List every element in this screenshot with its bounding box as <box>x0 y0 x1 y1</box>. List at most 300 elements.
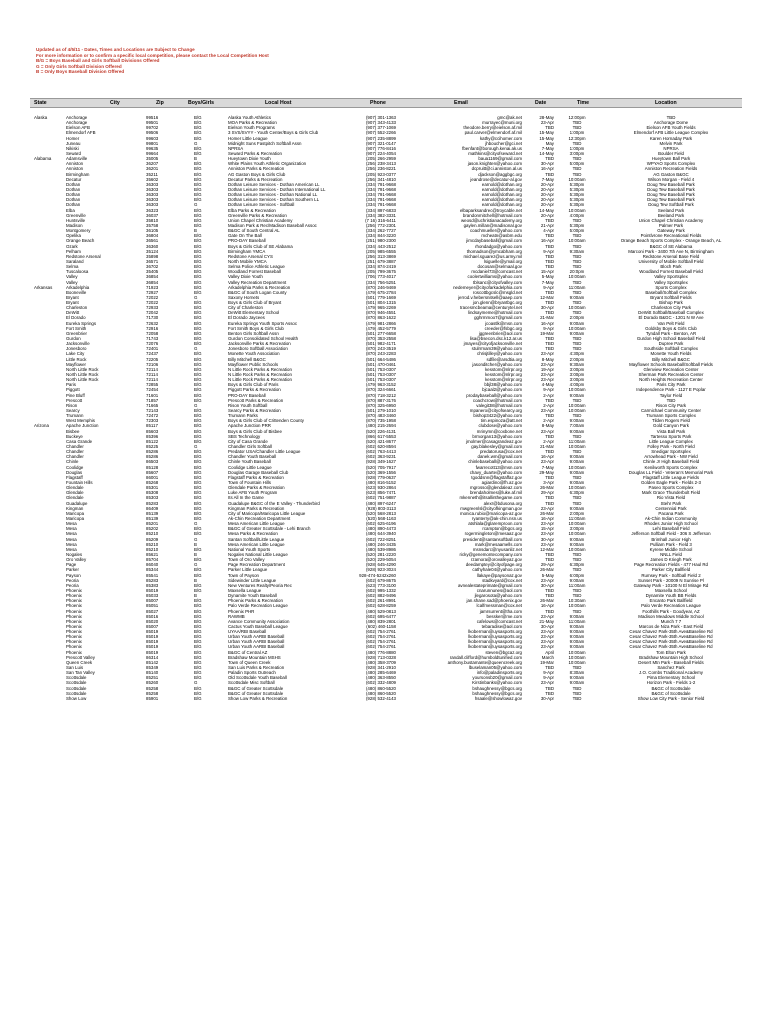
cell-phone: (520) 369-1556 <box>365 469 396 475</box>
cell-city: Chandler <box>66 454 84 460</box>
cell-host: Valley Recreation Department <box>228 279 287 285</box>
cell-division: B/G <box>194 361 202 367</box>
cell-division: B/G <box>194 269 202 275</box>
cell-time: 4:00pm <box>569 382 585 388</box>
cell-zip: 99664 <box>146 150 159 156</box>
cell-location: University of Mobile Softball Field <box>638 258 704 264</box>
cell-location: Parker City Ballfield <box>651 567 691 573</box>
cell-host: Mesa American Little League <box>228 541 285 547</box>
cell-division: B/G <box>194 264 202 270</box>
cell-host: Hueytown Dixie Youth <box>228 156 271 162</box>
cell-location: Gateway Park - 10100 N El Mirage Rd <box>633 582 709 588</box>
cell-zip: 72114 <box>146 372 158 378</box>
cell-city: Buckeye <box>66 433 83 439</box>
cell-location: Page Recreation Fields - 477 Haul Rd <box>634 562 708 568</box>
cell-time: 5:30pm <box>569 222 585 228</box>
cell-zip: 85122 <box>146 438 159 444</box>
cell-host: Madison Park & Rec/Madison Baseball Assoc <box>228 222 317 228</box>
cell-zip: 85268 <box>146 479 159 485</box>
cell-email: jmayes@cityofjacksonville.net <box>463 341 522 347</box>
cell-host: Scottsdale Misc Softball <box>228 680 275 686</box>
cell-time: TBD <box>572 258 582 264</box>
cell-time: 9:30am <box>569 361 585 367</box>
cell-email: mkenneth@itsallinthegame.com <box>459 495 522 501</box>
cell-division: B/G <box>194 166 202 172</box>
cell-time: 3:00pm <box>569 377 585 383</box>
cell-city: Dothan <box>66 202 81 208</box>
cell-zip: 72855 <box>146 382 159 388</box>
cell-location: Rhodes Junior High School <box>644 521 698 527</box>
cell-time: 8:30am <box>569 670 585 676</box>
cell-zip: 85201 <box>146 521 159 527</box>
cell-city: Mesa <box>66 546 77 552</box>
cell-location: Boulder Field <box>658 150 684 156</box>
header-time: Time <box>577 100 590 106</box>
cell-email: prodaybaseball@yahoo.com <box>466 392 522 398</box>
cell-date: 23-Apr <box>540 428 554 434</box>
cell-division: B/G <box>194 608 202 614</box>
cell-location: Van Pelt Field <box>657 320 685 326</box>
cell-division: B/G <box>194 356 202 362</box>
cell-host: Gate On The Ball <box>228 233 262 239</box>
cell-city: Charleston <box>66 305 88 311</box>
cell-email: lkoberman@uysasports.org <box>468 629 522 635</box>
cell-email: rzamora@orovalleyaz.gov <box>470 557 522 563</box>
cell-host: Arkadelphia Parks & Recreation <box>228 284 291 290</box>
cell-city: Scottsdale <box>66 685 87 691</box>
cell-location: Maxsella School <box>655 587 687 593</box>
cell-time: 12:30pm <box>568 135 586 141</box>
cell-city: San Luis <box>66 665 84 671</box>
cell-phone: (205) 985-6555 <box>365 248 396 254</box>
cell-zip: 85308 <box>146 490 159 496</box>
cell-date: 20-Apr <box>540 197 554 203</box>
cell-division: B/G <box>194 500 202 506</box>
cell-city: Glendale <box>66 495 84 501</box>
cell-phone: (251) 679-3887 <box>365 258 396 264</box>
cell-division: B/G <box>194 305 202 311</box>
cell-email: jamrsurrent@tha.com <box>479 608 522 614</box>
cell-location: Glenview Recreation Center <box>643 366 699 372</box>
cell-phone: (602) 995-1332 <box>365 587 396 593</box>
cell-phone: (520) 568-2813 <box>365 510 396 516</box>
cell-time: 5:30pm <box>569 181 585 187</box>
cell-zip: 85202 <box>146 526 159 532</box>
cell-city: San Tan Valley <box>66 670 95 676</box>
cell-email: chrisjtilley@yahoo.com <box>477 351 522 357</box>
cell-date: TBD <box>545 300 554 306</box>
cell-division: B/G <box>194 145 202 151</box>
cell-time: 1:00pm <box>569 145 585 151</box>
cell-time: 9:00am <box>569 623 585 629</box>
cell-location: Cesar Chavez Park-35th Ave&Baseline Rd <box>629 644 713 650</box>
cell-division: B <box>194 551 197 557</box>
cell-city: Pelham <box>66 248 81 254</box>
cell-location: James D Kriegh Park <box>650 557 692 563</box>
cell-time: 2:00pm <box>569 356 585 362</box>
cell-host: Glendale Parks & Recreation <box>228 485 285 491</box>
cell-phone: (602) 722-8251 <box>365 536 396 542</box>
cell-host: Boys & Girls Club of Paris <box>228 382 279 388</box>
cell-city: Searcy <box>66 408 80 414</box>
cell-date: 26-Mar <box>540 485 554 491</box>
cell-time: 9:30am <box>569 248 585 254</box>
cell-host: SBS Technology <box>228 433 261 439</box>
cell-date: TBD <box>545 665 554 671</box>
cell-location: Taylor Field <box>659 392 683 398</box>
cell-phone: (480) 839-2801 <box>365 618 396 624</box>
cell-location: Little League Complex <box>649 438 693 444</box>
cell-date: 19-Mar <box>540 330 554 336</box>
cell-email: steven@bgcaz.org <box>485 649 522 655</box>
cell-host: Billy Mitchell B&GC <box>228 356 266 362</box>
cell-phone: (256) 313-3869 <box>365 253 396 259</box>
cell-host: Kingman Parks & Recreation <box>228 505 285 511</box>
cell-host: N Little Rock Parks & Recreation <box>228 377 292 383</box>
cell-phone: (907) 552-2266 <box>365 130 396 136</box>
cell-zip: 72114 <box>146 377 158 383</box>
cell-phone: (501) 753-0307 <box>365 377 396 383</box>
cell-location: Tyndall Park - Benton, AR <box>645 330 697 336</box>
cell-date: 16-Apr <box>540 454 554 460</box>
cell-time: TBD <box>572 449 582 455</box>
cell-zip: 35810 <box>146 217 159 223</box>
cell-city: Pine Bluff <box>66 392 85 398</box>
cell-location: Wilson Morgan - Field 4 <box>647 176 695 182</box>
cell-zip: 99702 <box>146 125 159 131</box>
cell-phone: (907) 343-4133 <box>365 120 396 126</box>
cell-email: monica.rubio@maricopa-az.gov <box>459 510 522 516</box>
cell-email: mrinymn@coxbone.net <box>476 428 522 434</box>
cell-host: Elba Parks & Recreation <box>228 207 276 213</box>
cell-time: TBD <box>572 156 582 162</box>
cell-phone: (928) 645-4290 <box>365 562 396 568</box>
cell-phone: (251) 980-2300 <box>365 238 396 244</box>
cell-city: North Little Rock <box>66 366 99 372</box>
cell-zip: 85140 <box>146 670 159 676</box>
cell-city: Peoria <box>66 582 79 588</box>
cell-phone: (480) 897-6247 <box>365 500 396 506</box>
cell-zip: 86314 <box>146 654 159 660</box>
cell-host: Fort Smith Boys & Girls Club <box>228 325 284 331</box>
cell-phone: (520) 281-2220 <box>365 551 396 557</box>
cell-host: Phoenix Parks & Recreation <box>228 598 283 604</box>
cell-email: earnold@dothan.org <box>481 181 522 187</box>
schedule-table-body <box>30 115 742 701</box>
cell-location: Tilden Rogers Field <box>652 418 690 424</box>
cell-zip: 36323 <box>146 207 159 213</box>
table-header <box>30 98 742 108</box>
cell-time: TBD <box>572 495 582 501</box>
cell-time: 9:00am <box>569 639 585 645</box>
cell-location: Doug Tew Baseball Park <box>647 181 695 187</box>
cell-time: 6:00pm <box>569 572 585 578</box>
cell-email: stadkvyard@cox.net <box>482 577 522 583</box>
cell-phone: (623) 856-7471 <box>365 490 396 496</box>
cell-city: Bryant <box>66 294 79 300</box>
cell-city: Elba <box>66 207 75 213</box>
cell-zip: 85019 <box>146 644 159 650</box>
cell-division: B/G <box>194 433 202 439</box>
cell-date: 19-Mar <box>540 659 554 665</box>
cell-host: Jacksonville Parks & Recreation <box>228 341 291 347</box>
cell-city: Prescott Valley <box>66 654 95 660</box>
cell-date: 26-Mar <box>540 510 554 516</box>
cell-division: B/G <box>194 212 202 218</box>
cell-host: Page Recreation Department <box>228 562 285 568</box>
cell-city: Phoenix <box>66 639 82 645</box>
cell-division: G <box>194 402 198 408</box>
cell-email: chinlebaseball@yahoo.com <box>468 459 522 465</box>
cell-zip: 36037 <box>146 212 159 218</box>
cell-time: TBD <box>572 140 582 146</box>
cell-zip: 85020 <box>146 618 159 624</box>
cell-email: tgoddsnn@flagstaffaz.gov <box>471 474 522 480</box>
cell-email: bjcaal2@yahoo.com <box>482 387 522 393</box>
cell-division: B/G <box>194 623 202 629</box>
cell-phone: (623) 773-3100 <box>365 582 396 588</box>
header-host: Local Host <box>265 100 292 106</box>
cell-date: 30-Apr <box>540 623 554 629</box>
cell-phone: (602) 754-2761 <box>365 644 396 650</box>
cell-time: 12:00pm <box>568 115 586 120</box>
cell-zip: 86001 <box>146 474 159 480</box>
cell-host: Phoenix PHR <box>228 608 255 614</box>
cell-zip: 85260 <box>146 680 159 686</box>
cell-zip: 85007 <box>146 598 159 604</box>
cell-location: Independence Park - 1127 E Poplar <box>636 387 706 393</box>
cell-location: Bishop Park <box>659 300 683 306</box>
cell-phone: (334) 382-3331 <box>365 212 396 218</box>
cell-city: El Dorado <box>66 315 86 321</box>
header-location: Location <box>655 100 677 106</box>
cell-phone: (602) 751-9887 <box>365 495 396 501</box>
cell-zip: 85016 <box>146 613 159 619</box>
cell-phone: (479) 963-3152 <box>365 382 396 388</box>
cell-host: B&GC of Greater Scottsdale <box>228 690 284 696</box>
cell-host: Sidewinder Little League <box>228 577 277 583</box>
cell-host: City of Maricopa/Maricopa Little League <box>228 510 306 516</box>
cell-city: Arkadelphia <box>66 284 90 290</box>
cell-date: 23-Apr <box>540 120 554 126</box>
cell-division: B <box>194 541 197 547</box>
cell-city: Piggott <box>66 387 80 393</box>
cell-phone: (480) 816-5152 <box>365 479 396 485</box>
cell-city: Chandler <box>66 449 84 455</box>
cell-date: 15-May <box>539 130 554 136</box>
cell-time: 10:00am <box>568 654 586 660</box>
cell-date: TBD <box>545 593 554 599</box>
cell-email: mathkins@cityofseward.net <box>468 150 522 156</box>
cell-time: TBD <box>572 474 582 480</box>
cell-city: Valley <box>66 274 78 280</box>
cell-date: TBD <box>545 557 554 563</box>
cell-date: 9-Apr <box>543 284 554 290</box>
cell-zip: 36571 <box>146 258 159 264</box>
cell-location: Brimhall Junior High <box>651 536 691 542</box>
cell-host: Union Chapel Christian Academy <box>228 217 293 223</box>
cell-city: Payson <box>66 572 81 578</box>
cell-host: Eureka Springs Youth Sports Assoc <box>228 320 298 326</box>
cell-phone: (907) 301-1363 <box>365 115 396 120</box>
cell-date: TBD <box>545 433 554 439</box>
cell-division: B/G <box>194 397 202 403</box>
cell-time: TBD <box>572 336 582 342</box>
cell-host: Douglas Garage Baseball Club <box>228 469 289 475</box>
cell-date: 30-Apr <box>540 536 554 542</box>
cell-location: Southside Softball Complex <box>644 346 698 352</box>
cell-location: Palo Verde Recreation League <box>641 603 701 609</box>
cell-city: Page <box>66 562 77 568</box>
cell-date: 29-Apr <box>540 562 554 568</box>
cell-phone: (706) 773-4017 <box>365 274 396 280</box>
cell-location: Mayflower Schools Baseball/Softball Fields <box>629 361 713 367</box>
cell-host: B&GC of Greater Scottsdale <box>228 685 284 691</box>
cell-city: Greenbrier <box>66 330 87 336</box>
cell-email: cafelows@comcast.net <box>476 618 522 624</box>
cell-date: 16-Apr <box>540 603 554 609</box>
cell-time: TBD <box>572 413 582 419</box>
cell-division: B/G <box>194 186 202 192</box>
cell-time: 10:00am <box>568 387 586 393</box>
cell-date: 23-Apr <box>540 531 554 537</box>
cell-time: TBD <box>572 567 582 573</box>
cell-phone: (870) 243-3519 <box>365 346 396 352</box>
cell-host: Selma Police Athletic League <box>228 264 285 270</box>
cell-date: TBD <box>545 690 554 696</box>
cell-email: atshlala@glaremproon.com <box>468 521 522 527</box>
cell-time: 11:00am <box>568 582 586 588</box>
cell-phone: (256) 236-8221 <box>365 166 396 172</box>
cell-zip: 85019 <box>146 587 159 593</box>
cell-email: bessker@me.com <box>486 613 522 619</box>
cell-email: llakaye@paysonaz.gov <box>476 572 522 578</box>
cell-date: TBD <box>545 253 554 259</box>
cell-location: Gurdon High School Baseball Field <box>636 336 706 342</box>
cell-zip: 99506 <box>146 130 159 136</box>
cell-city: Rison <box>66 402 78 408</box>
cell-email: weosd@uchristianacademy.org <box>461 217 522 223</box>
cell-email: jon.glenn@bryantbgc.org <box>472 300 522 306</box>
cell-phone: (928) 803-3113 <box>366 505 396 511</box>
cell-division: B/G <box>194 372 202 378</box>
notice-block <box>36 47 736 75</box>
cell-date: 3-Apr <box>543 479 554 485</box>
cell-host: NPRSA <box>228 145 244 151</box>
cell-zip: 85901 <box>146 695 159 701</box>
cell-city: DeWitt <box>66 310 80 316</box>
cell-host: Prescott Parks & Recreation <box>228 397 284 403</box>
cell-city: Valley <box>66 279 78 285</box>
cell-host: Apache Junction PRR <box>228 423 271 429</box>
cell-city: Saraland <box>66 258 84 264</box>
cell-city: Glendale <box>66 490 84 496</box>
cell-host: Anniston Parks & Recreation <box>228 166 285 172</box>
cell-city: Phoenix <box>66 587 82 593</box>
cell-time: 10:00am <box>568 176 586 182</box>
cell-phone: (907) 377-1069 <box>365 125 396 131</box>
cell-phone: (928) 713-0328 <box>365 654 396 660</box>
cell-date: TBD <box>545 608 554 614</box>
cell-host: Dothan Leisure Services - Dothan National LL <box>228 192 318 198</box>
cell-date: 21-May <box>539 618 554 624</box>
cell-time: 4:00pm <box>569 212 585 218</box>
cell-time: TBD <box>572 690 582 696</box>
cell-zip: 36303 <box>146 197 159 203</box>
cell-email: lkoberman@uysasports.org <box>468 634 522 640</box>
cell-phone: (520) 568-1163 <box>366 515 396 521</box>
cell-phone: (334) 791-9668 <box>365 192 396 198</box>
cell-division: B/G <box>194 207 202 213</box>
cell-zip: 72632 <box>146 320 159 326</box>
cell-location: Redstone Arsenal Base Field <box>642 253 700 259</box>
cell-phone: (928) 532-4143 <box>365 695 396 701</box>
cell-date: 5-May <box>541 274 554 280</box>
cell-zip: 35898 <box>146 253 159 259</box>
cell-location: Pulliam Park - Field 3 <box>650 541 692 547</box>
cell-time: 11:00am <box>568 515 586 521</box>
cell-zip: 72042 <box>146 310 159 316</box>
cell-phone: (501) 804-1315 <box>365 300 396 306</box>
cell-state: Arizona <box>34 423 49 429</box>
cell-location: Foothills Park - Goodyear, AZ <box>642 608 700 614</box>
cell-phone: (479) 675-2784 <box>365 289 396 295</box>
cell-host: Urban Youth AARBI Baseball <box>228 639 285 645</box>
cell-division: B/G <box>194 320 202 326</box>
cell-time: 9:00am <box>569 418 585 424</box>
cell-date: 7-May <box>541 464 554 470</box>
cell-host: Alaska Youth Athletics <box>228 115 271 120</box>
cell-location: Valley Sportsplex <box>654 274 688 280</box>
cell-city: Little Rock <box>66 356 87 362</box>
cell-host: Palo Verde Recreation League <box>228 603 288 609</box>
cell-date: 30-Apr <box>540 695 554 701</box>
cell-zip: 71601 <box>146 392 159 398</box>
cell-host: Dynamite Youth Baseball <box>228 593 277 599</box>
cell-time: 9:00am <box>569 644 585 650</box>
cell-zip: 99603 <box>146 135 159 141</box>
cell-location: Doug Tew Baseball Park <box>647 197 695 203</box>
cell-location: WPYAO Sports Complex <box>646 161 696 167</box>
header-email: Email <box>454 100 468 106</box>
cell-email: mgrosso@glendaleaz.com <box>469 485 522 491</box>
cell-location: Trumann Sports Complex <box>646 413 696 419</box>
cell-division: B/G <box>194 639 202 645</box>
cell-email: msnsdarc@nyusanliz.net <box>472 546 522 552</box>
cell-phone: (480) 860-5520 <box>365 685 396 691</box>
cell-city: West Memphis <box>66 418 95 424</box>
cell-division: B/G <box>194 284 202 290</box>
cell-phone: (870) 887-3176 <box>365 397 396 403</box>
cell-date: 20-Apr <box>540 186 554 192</box>
cell-zip: 85621 <box>146 551 159 557</box>
cell-phone: (928) 779-0637 <box>365 474 396 480</box>
cell-location: Anchorage Dome <box>653 120 689 126</box>
cell-zip: 35005 <box>146 156 159 162</box>
cell-division: B/G <box>194 654 202 660</box>
cell-division: G <box>194 140 198 146</box>
cell-location: Hueytown Ball Park <box>651 156 691 162</box>
cell-city: Tuscaloosa <box>66 269 89 275</box>
cell-location: Sports Complex <box>655 284 687 290</box>
cell-division: B/G <box>194 336 202 342</box>
cell-phone: (870) 353-2558 <box>365 336 396 342</box>
cell-zip: 85019 <box>146 639 159 645</box>
cell-city: Seward <box>66 150 81 156</box>
cell-time: TBD <box>572 166 582 172</box>
cell-city: Apache Junction <box>66 423 99 429</box>
cell-email: jmolmer@casagrandeaz.gov <box>466 438 522 444</box>
